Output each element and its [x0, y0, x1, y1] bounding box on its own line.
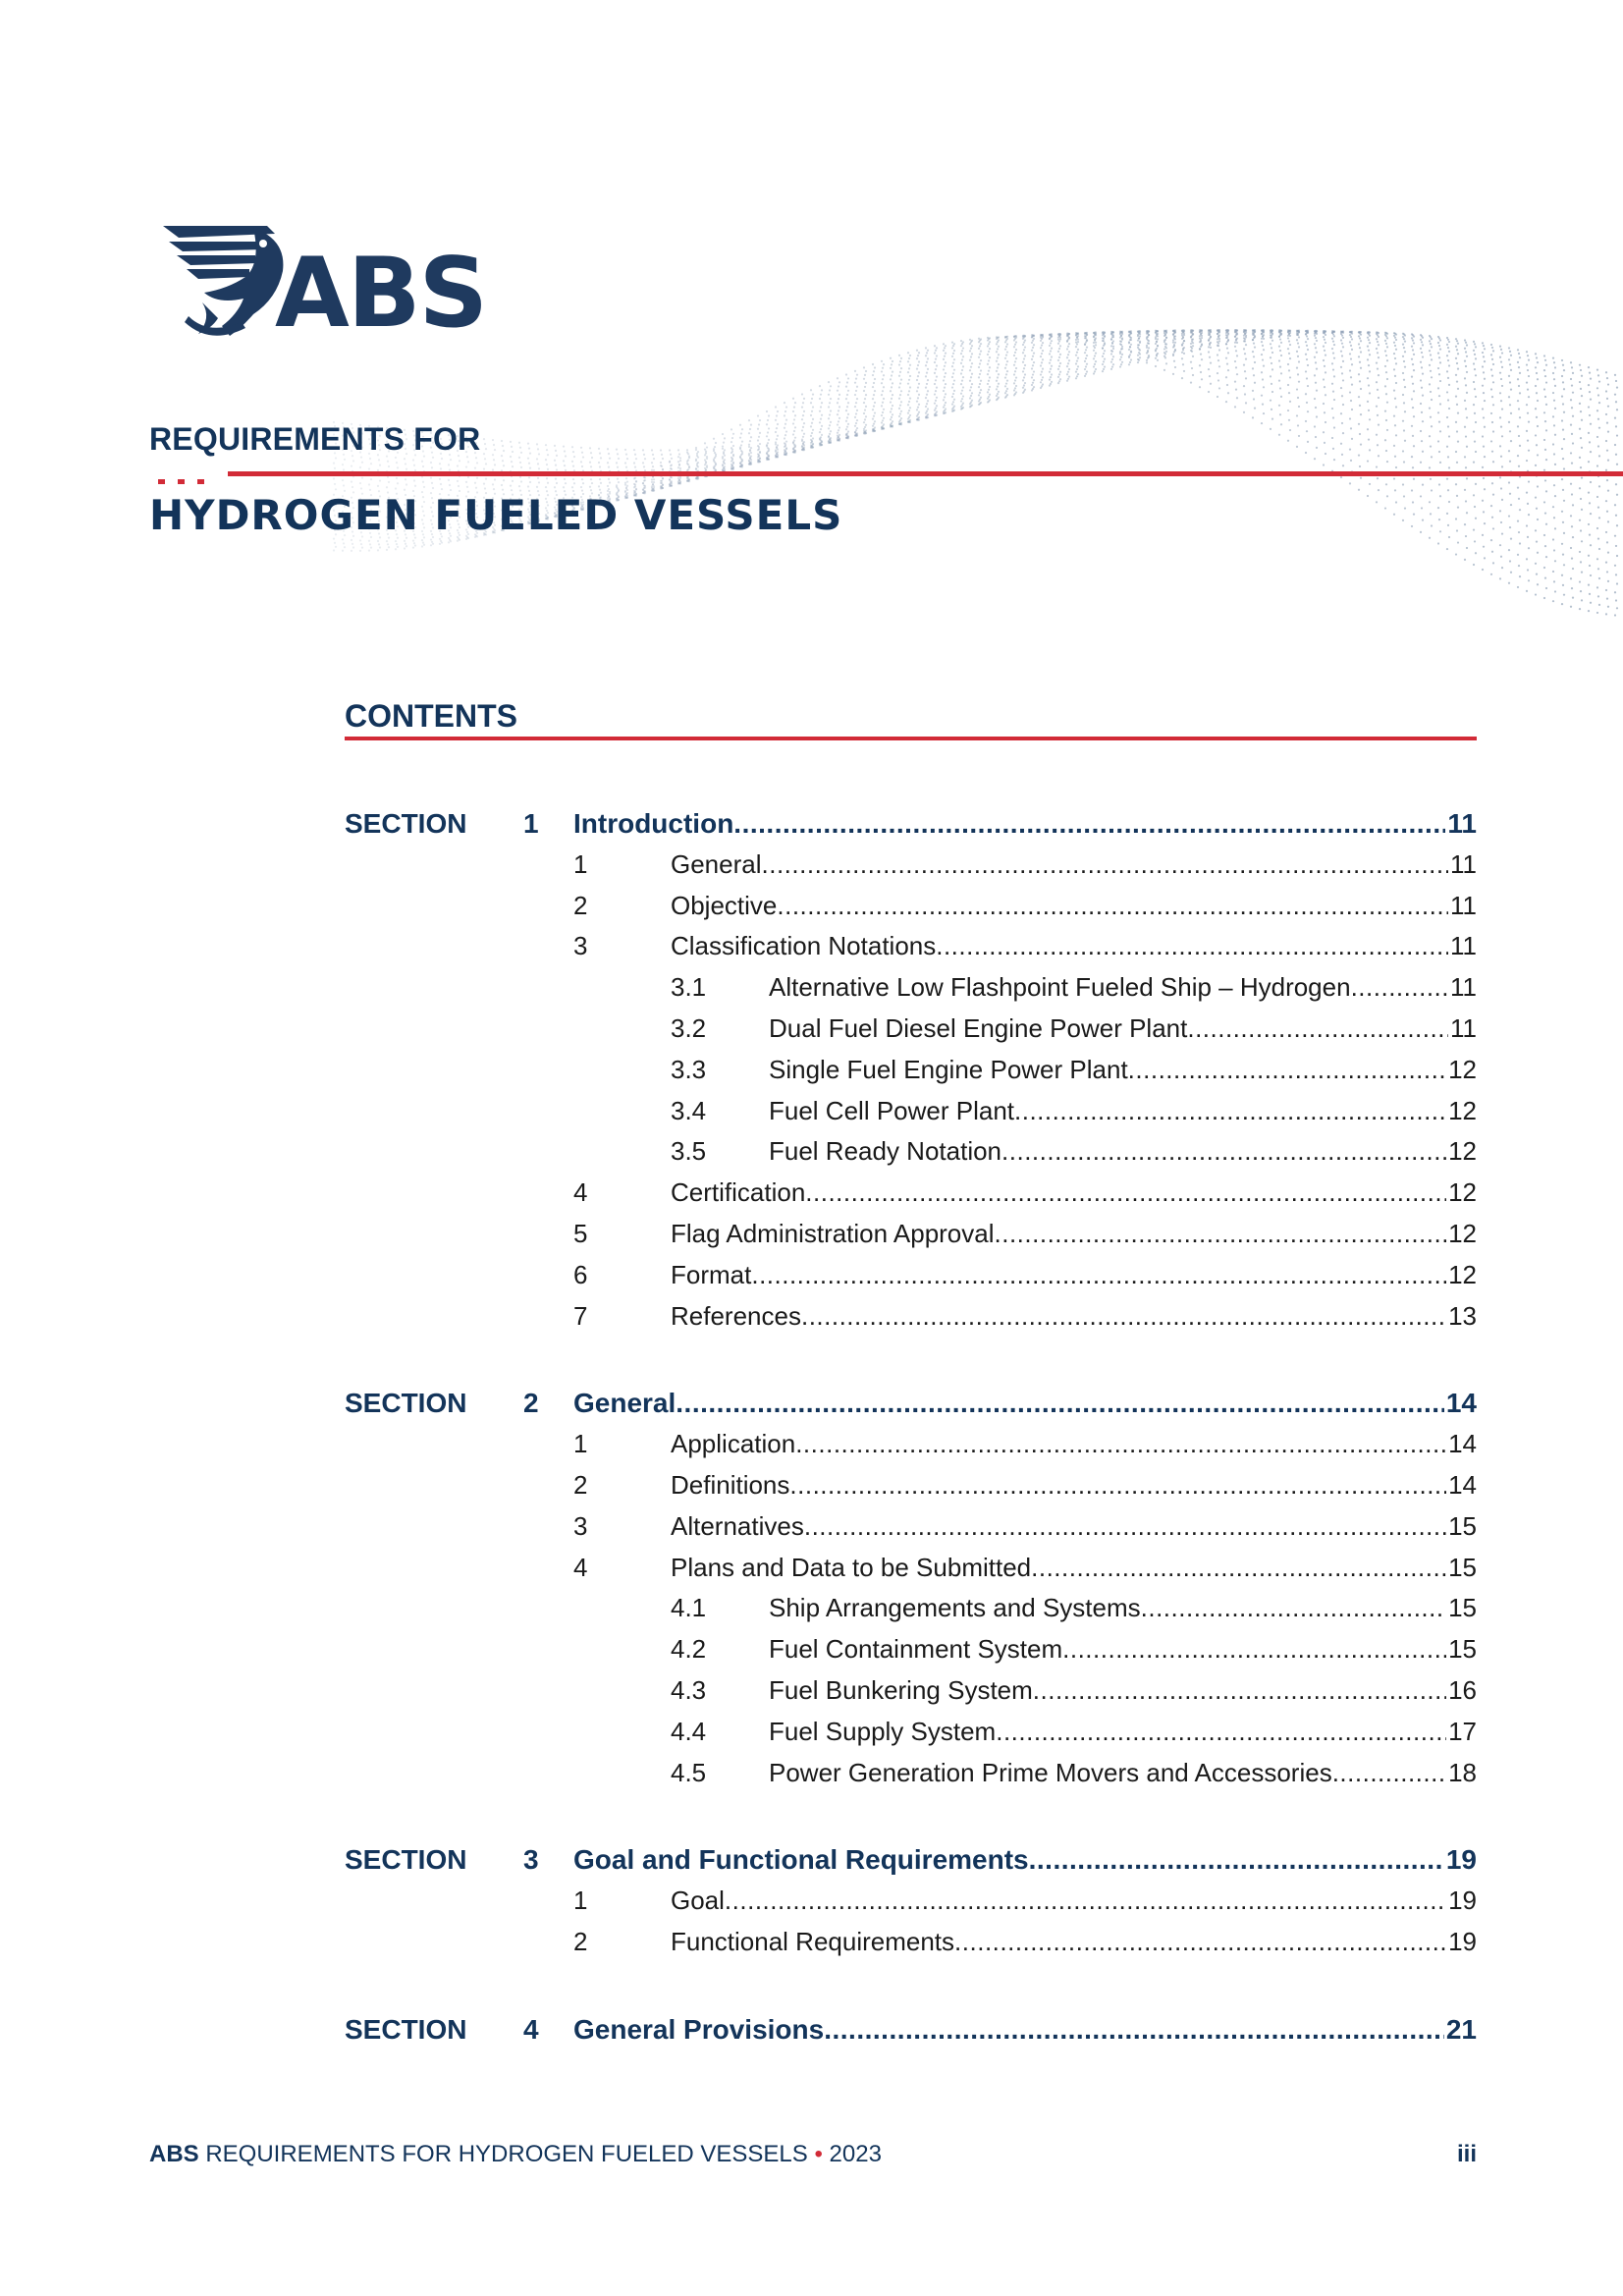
dot-leader: [936, 931, 1448, 961]
toc-item-number: 4: [573, 1177, 588, 1208]
toc-entry-title: Format: [671, 1259, 752, 1289]
toc-item-number: 2: [573, 1470, 588, 1500]
dot-leader: [777, 891, 1448, 921]
toc-section-entry[interactable]: [573, 808, 1477, 842]
toc-entry-page: 18: [1448, 1757, 1477, 1787]
toc-item-number: 7: [573, 1300, 588, 1331]
toc-subitem-entry[interactable]: [769, 1055, 1477, 1088]
toc-entry-title: Fuel Bunkering System: [769, 1675, 1033, 1705]
toc-entry-page: 11: [1450, 848, 1477, 879]
toc-entry-title: Single Fuel Engine Power Plant: [769, 1054, 1128, 1084]
toc-section-entry[interactable]: [573, 2014, 1477, 2048]
footer-year: 2023: [829, 2141, 882, 2167]
toc-item-entry[interactable]: [671, 1511, 1477, 1545]
toc-subitem-entry[interactable]: [769, 1758, 1477, 1791]
toc-subitem-number: 3.3: [671, 1054, 707, 1084]
toc-entry-title: Alternative Low Flashpoint Fueled Ship – Hydrogen: [769, 972, 1351, 1003]
toc-item-number: 1: [573, 1429, 588, 1459]
dot-leader: [676, 1388, 1444, 1419]
toc-entry-page: 15: [1448, 1593, 1477, 1623]
footer-brand: ABS: [149, 2141, 199, 2167]
abs-logo: [159, 216, 513, 354]
toc-item-number: 3: [573, 931, 588, 961]
section-number: 3: [523, 1844, 539, 1876]
toc-entry-page: 15: [1448, 1634, 1477, 1665]
toc-subitem-number: 3.5: [671, 1136, 707, 1167]
toc-item-number: 2: [573, 890, 588, 920]
toc-entry-title: General Provisions: [573, 2013, 825, 2045]
toc-subitem-number: 3.2: [671, 1013, 707, 1043]
dot-leader: [1351, 972, 1448, 1003]
toc-entry-page: 16: [1448, 1675, 1477, 1705]
toc-entry-page: 14: [1448, 1470, 1477, 1500]
section-number: 1: [523, 808, 539, 839]
dot-leader: [1332, 1758, 1446, 1788]
toc-subitem-entry[interactable]: [769, 1717, 1477, 1750]
toc-entry-title: Application: [671, 1429, 796, 1459]
toc-item-entry[interactable]: [671, 1260, 1477, 1293]
toc-subitem-entry[interactable]: [769, 972, 1477, 1006]
toc-subitem-entry[interactable]: [769, 1136, 1477, 1170]
toc-item-entry[interactable]: [671, 1927, 1477, 1960]
toc-section-entry[interactable]: [573, 1388, 1477, 1421]
toc-subitem-number: 4.1: [671, 1593, 707, 1623]
toc-entry-page: 14: [1445, 1388, 1477, 1419]
toc-item-number: 4: [573, 1552, 588, 1582]
section-label: SECTION: [345, 2013, 467, 2045]
dot-leader: [762, 849, 1449, 880]
toc-entry-title: Fuel Cell Power Plant: [769, 1095, 1014, 1125]
dot-leader: [751, 1260, 1446, 1290]
toc-subitem-number: 4.2: [671, 1634, 707, 1665]
toc-entry-title: Goal and Functional Requirements: [573, 1844, 1029, 1876]
dot-leader: [954, 1927, 1446, 1957]
section-number: 2: [523, 1388, 539, 1419]
toc-item-entry[interactable]: [671, 931, 1477, 964]
toc-entry-title: References: [671, 1300, 801, 1331]
dot-leader: [733, 808, 1445, 840]
toc-subitem-number: 3.4: [671, 1095, 707, 1125]
toc-subitem-entry[interactable]: [769, 1013, 1477, 1047]
toc-entry-title: Functional Requirements: [671, 1927, 955, 1956]
toc-entry-page: 17: [1448, 1716, 1477, 1746]
dot-leader: [1033, 1675, 1446, 1706]
toc-item-entry[interactable]: [671, 1553, 1477, 1586]
toc-item-entry[interactable]: [671, 891, 1477, 924]
dot-leader: [1031, 1553, 1446, 1583]
dot-leader: [1062, 1634, 1446, 1665]
toc-item-number: 2: [573, 1927, 588, 1956]
toc-entry-page: 12: [1448, 1095, 1477, 1125]
toc-entry-page: 11: [1450, 890, 1477, 920]
toc-entry-page: 11: [1450, 931, 1477, 961]
dot-leader: [795, 1429, 1446, 1459]
toc-entry-title: Goal: [671, 1886, 725, 1916]
toc-subitem-number: 4.5: [671, 1757, 707, 1787]
toc-entry-title: Fuel Supply System: [769, 1716, 997, 1746]
section-label: SECTION: [345, 1844, 467, 1876]
dot-leader: [995, 1219, 1447, 1249]
dot-leader: [1001, 1136, 1446, 1167]
section-number: 4: [523, 2013, 539, 2045]
toc-entry-title: Power Generation Prime Movers and Accessories: [769, 1757, 1332, 1787]
toc-entry-page: 12: [1448, 1259, 1477, 1289]
abs-logo-text: ABS: [275, 238, 487, 350]
toc-entry-title: Flag Administration Approval: [671, 1219, 995, 1248]
page-footer: [149, 2141, 1477, 2168]
dot-leader: [824, 2014, 1444, 2046]
dot-leader: [996, 1717, 1446, 1747]
toc-entry-page: 15: [1448, 1510, 1477, 1541]
section-label: SECTION: [345, 1388, 467, 1419]
toc-subitem-number: 4.3: [671, 1675, 707, 1705]
page-number: iii: [1456, 2141, 1477, 2167]
toc-entry-title: General: [573, 1388, 676, 1419]
toc-entry-page: 15: [1448, 1552, 1477, 1582]
toc-entry-title: Definitions: [671, 1470, 790, 1500]
toc-item-entry[interactable]: [671, 1301, 1477, 1335]
toc-entry-page: 12: [1448, 1219, 1477, 1248]
toc-entry-page: 12: [1448, 1136, 1477, 1167]
toc-item-number: 6: [573, 1259, 588, 1289]
toc-entry-title: Objective: [671, 890, 778, 920]
toc-entry-page: 11: [1447, 808, 1477, 839]
toc-subitem-number: 4.4: [671, 1716, 707, 1746]
toc-subitem-entry[interactable]: [769, 1675, 1477, 1709]
dot-leader: [805, 1177, 1446, 1208]
toc-entry-page: 19: [1448, 1927, 1477, 1956]
toc-entry-page: 13: [1448, 1300, 1477, 1331]
toc-entry-title: Ship Arrangements and Systems: [769, 1593, 1141, 1623]
toc-entry-title: Introduction: [573, 808, 734, 839]
footer-title: REQUIREMENTS FOR HYDROGEN FUELED VESSELS: [205, 2141, 808, 2167]
toc-item-entry[interactable]: [671, 1177, 1477, 1211]
dot-leader: [1141, 1593, 1446, 1623]
toc-entry-title: Plans and Data to be Submitted: [671, 1552, 1032, 1582]
dot-leader: [804, 1511, 1446, 1542]
toc-item-number: 1: [573, 1886, 588, 1916]
toc-subitem-entry[interactable]: [769, 1593, 1477, 1626]
toc-entry-page: 19: [1448, 1886, 1477, 1916]
dot-leader: [1029, 1844, 1444, 1876]
dot-leader: [1187, 1013, 1448, 1044]
toc-entry-page: 14: [1448, 1429, 1477, 1459]
toc-entry-title: Fuel Ready Notation: [769, 1136, 1002, 1167]
toc-entry-page: 12: [1448, 1177, 1477, 1208]
page-title: HYDROGEN FUELED VESSELS: [149, 491, 843, 539]
toc-entry-title: Alternatives: [671, 1510, 804, 1541]
dot-leader: [1128, 1055, 1446, 1085]
toc-item-entry[interactable]: [671, 1886, 1477, 1919]
toc-subitem-entry[interactable]: [769, 1096, 1477, 1129]
toc-entry-page: 12: [1448, 1054, 1477, 1084]
contents-heading: CONTENTS: [345, 698, 517, 734]
dot-leader: [1014, 1096, 1446, 1126]
toc-entry-title: Dual Fuel Diesel Engine Power Plant: [769, 1013, 1188, 1043]
toc-entry-title: Fuel Containment System: [769, 1634, 1063, 1665]
toc-item-number: 3: [573, 1510, 588, 1541]
toc-item-entry[interactable]: [671, 1470, 1477, 1503]
toc-subitem-entry[interactable]: [769, 1634, 1477, 1667]
toc-entry-title: Certification: [671, 1177, 806, 1208]
toc-item-number: 5: [573, 1219, 588, 1248]
toc-entry-page: 19: [1445, 1844, 1477, 1876]
contents-divider: [345, 737, 1477, 740]
toc-section-entry[interactable]: [573, 1844, 1477, 1878]
dot-leader: [725, 1886, 1446, 1916]
dot-leader: [789, 1470, 1446, 1501]
subtitle: REQUIREMENTS FOR: [149, 421, 481, 457]
toc-entry-page: 11: [1450, 1013, 1477, 1043]
title-divider: [228, 471, 1623, 476]
toc-subitem-number: 3.1: [671, 972, 707, 1003]
toc-item-entry[interactable]: [671, 849, 1477, 883]
toc-entry-title: General: [671, 848, 762, 879]
section-label: SECTION: [345, 808, 467, 839]
toc-entry-page: 11: [1450, 972, 1477, 1003]
red-dash-accent: [158, 471, 217, 489]
toc-entry-page: 21: [1445, 2013, 1477, 2045]
toc-item-entry[interactable]: [671, 1429, 1477, 1462]
toc-entry-title: Classification Notations: [671, 931, 937, 961]
dot-leader: [801, 1301, 1446, 1332]
toc-item-entry[interactable]: [671, 1219, 1477, 1252]
toc-item-number: 1: [573, 848, 588, 879]
footer-separator: •: [814, 2141, 823, 2167]
